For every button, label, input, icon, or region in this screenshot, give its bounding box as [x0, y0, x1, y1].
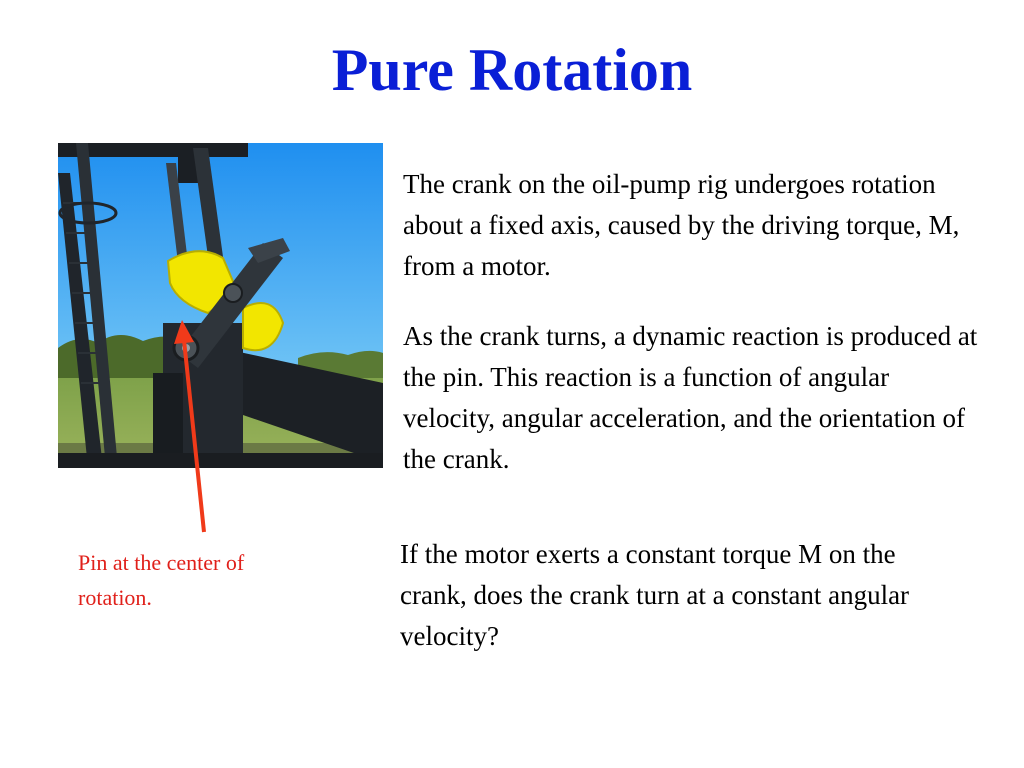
- paragraph-dynamic-reaction: As the crank turns, a dynamic reaction is produced at the pin. This reaction is a function of angular velocity, angular acceleration, and the orientation of the crank.: [403, 321, 978, 474]
- pointer-arrow: [170, 320, 220, 540]
- slide-title: Pure Rotation: [331, 37, 693, 103]
- pin-caption: Pin at the center of rotation.: [78, 550, 245, 610]
- oil-pump-crank-illustration: [58, 143, 383, 468]
- paragraph-crank-rotation: The crank on the oil-pump rig undergoes rotation about a fixed axis, caused by the driving torque, M, from a motor.: [403, 169, 960, 281]
- paragraph-question: If the motor exerts a constant torque M on the crank, does the crank turn at a constant angular velocity?: [400, 539, 910, 651]
- oil-pump-crank-photo: [58, 143, 383, 468]
